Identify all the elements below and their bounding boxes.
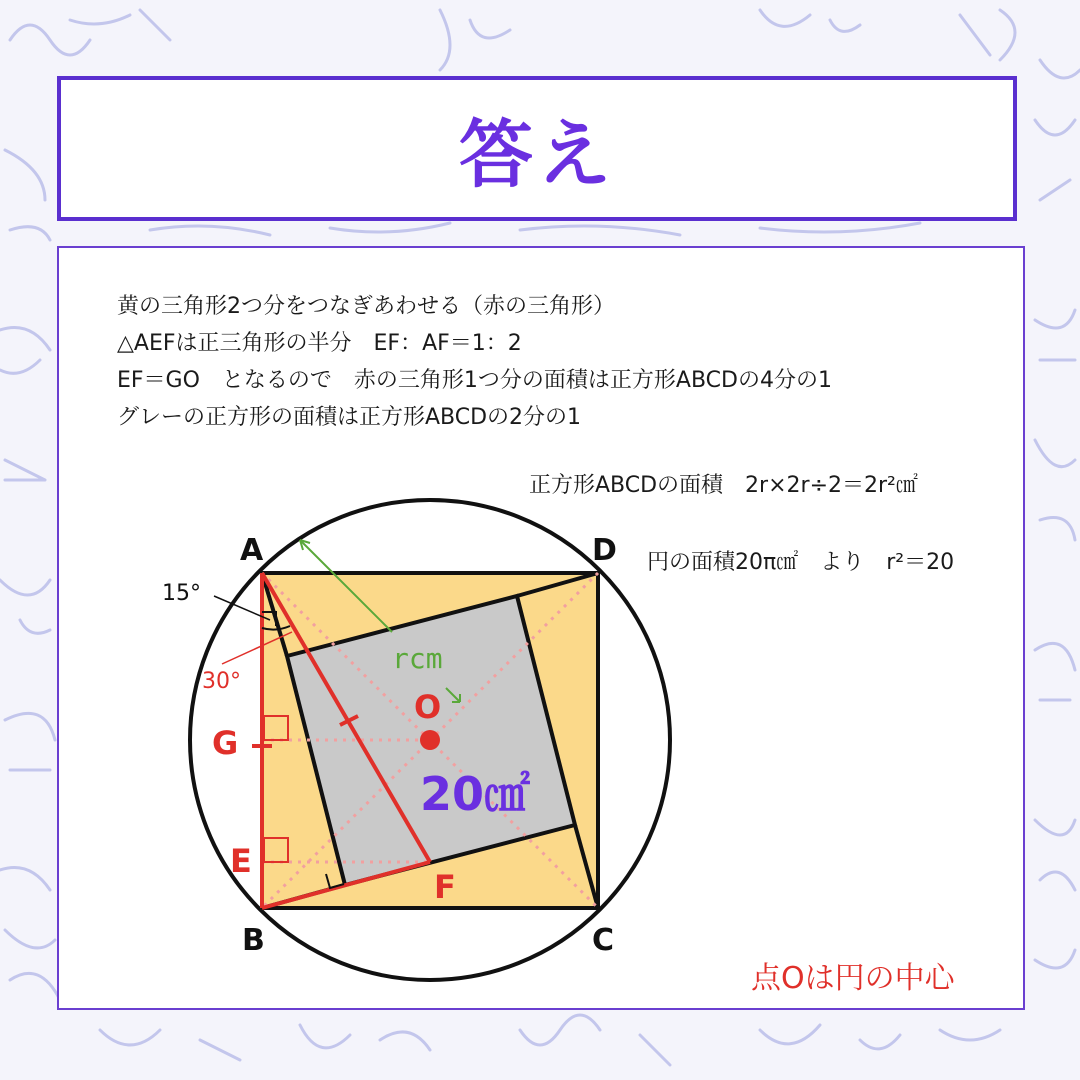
vertex-label-b: B bbox=[242, 923, 265, 958]
vertex-label-a: A bbox=[240, 533, 264, 568]
circle-area-note: 円の面積20π㎠ より r²＝20 bbox=[647, 550, 955, 575]
explanation-line: 黄の三角形2つ分をつなぎあわせる（赤の三角形） bbox=[117, 294, 615, 319]
page-title: 答え bbox=[459, 111, 615, 198]
center-point-o bbox=[420, 730, 440, 750]
point-label-g: G bbox=[212, 724, 239, 762]
point-label-o: O bbox=[414, 688, 442, 726]
angle-30-label: 30° bbox=[202, 669, 241, 694]
vertex-label-d: D bbox=[592, 533, 617, 568]
point-label-f: F bbox=[434, 868, 456, 906]
explanation-line: グレーの正方形の面積は正方形ABCDの2分の1 bbox=[117, 405, 582, 430]
point-label-e: E bbox=[230, 842, 252, 880]
gray-area-label: 20㎠ bbox=[420, 767, 531, 821]
explanation-line: EF＝GO となるので 赤の三角形1つ分の面積は正方形ABCDの4分の1 bbox=[117, 368, 832, 393]
angle-15-label: 15° bbox=[162, 581, 201, 606]
center-note: 点Oは円の中心 bbox=[751, 961, 955, 996]
explanation-line: △AEFは正三角形の半分 EF：AF＝1：2 bbox=[117, 331, 522, 356]
vertex-label-c: C bbox=[592, 923, 615, 958]
square-area-formula: 正方形ABCDの面積 2r×2r÷2＝2r²㎠ bbox=[529, 473, 918, 498]
radius-label: rcm bbox=[392, 642, 443, 675]
